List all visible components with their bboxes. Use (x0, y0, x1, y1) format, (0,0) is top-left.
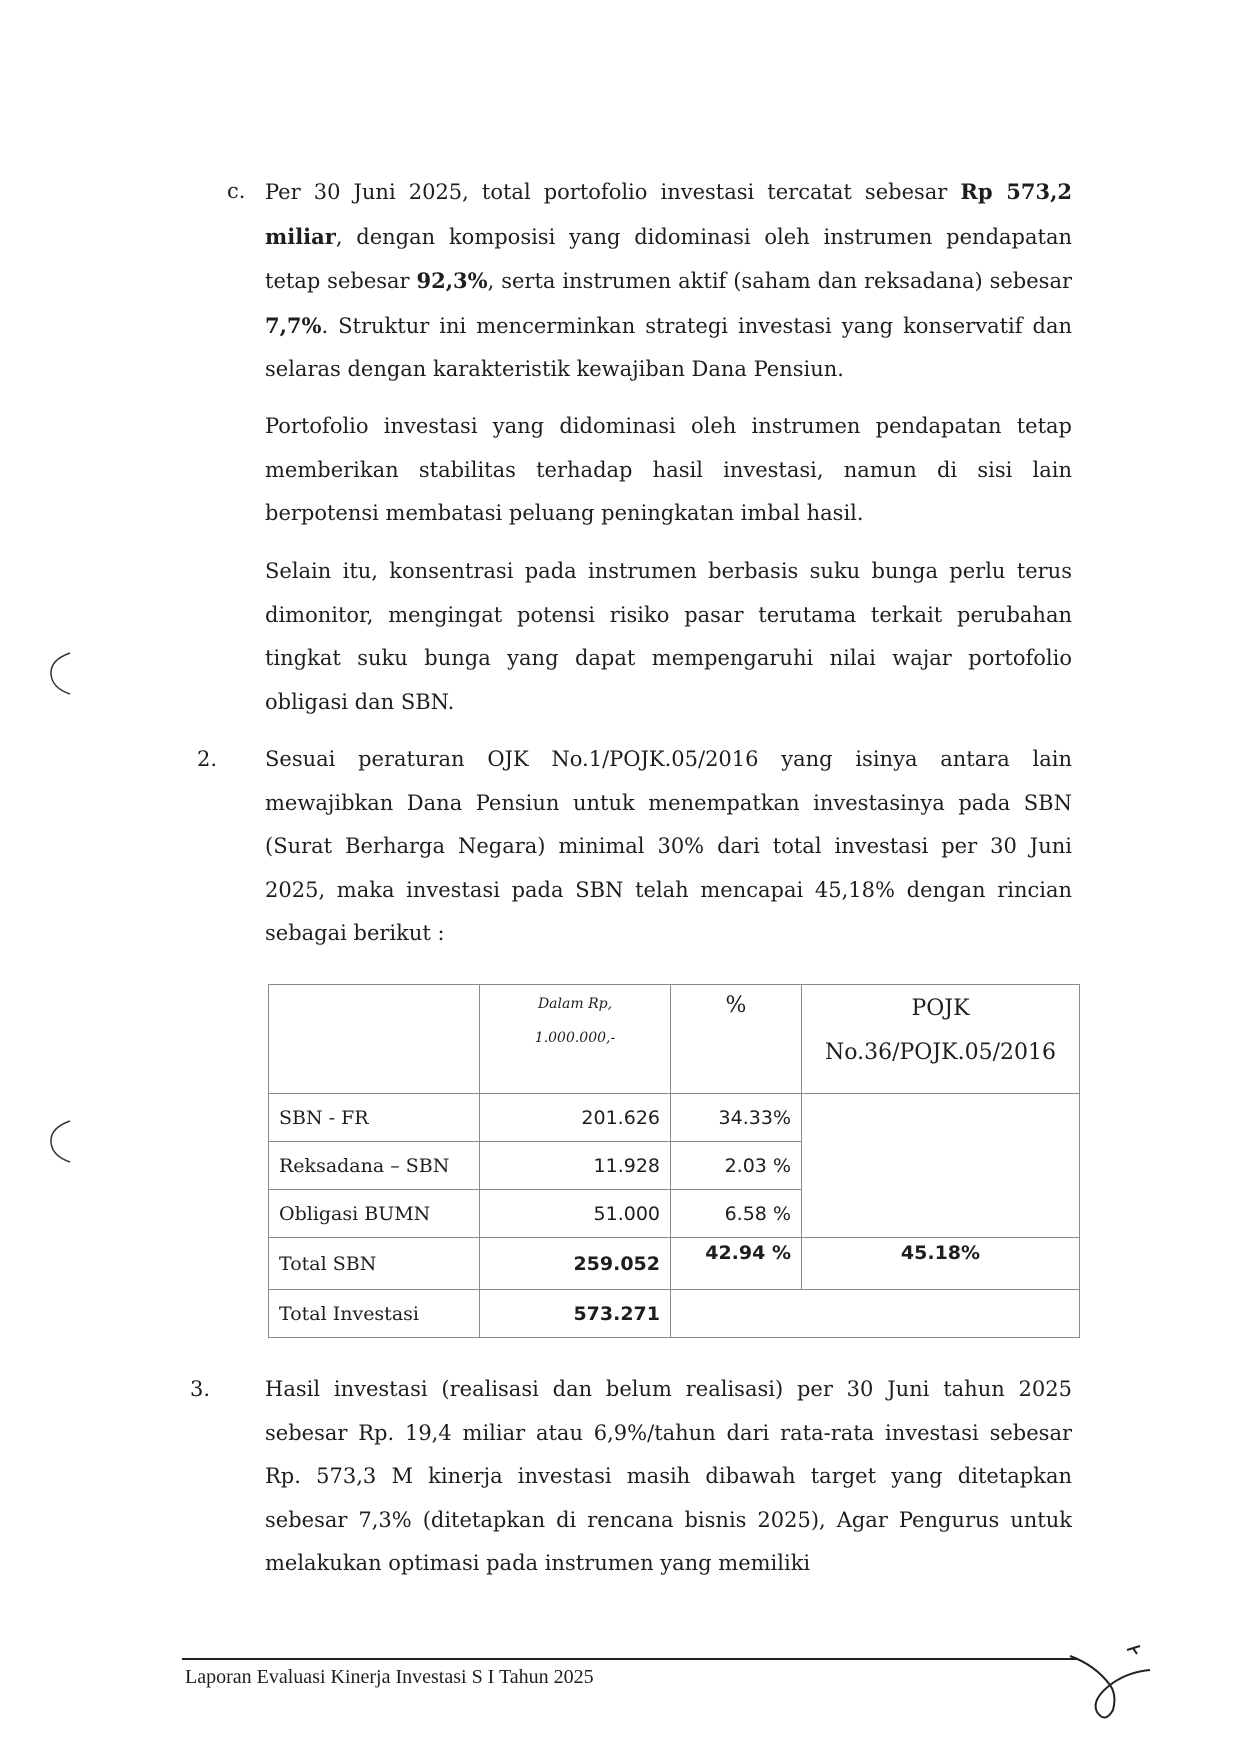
item-c-paragraph-3: Selain itu, konsentrasi pada instrumen berbasis suku bunga perlu terus dimonitor, mengingat potensi risiko pasar terutama terkait perubahan tingkat suku bunga yang dapat mempengaruhi nilai wajar portofolio obligasi dan SBN. (265, 559, 1072, 714)
pojk-merged-empty-cell (802, 1094, 1080, 1238)
header-unit-cell (480, 985, 671, 1094)
row-percent: 34.33% (671, 1094, 802, 1142)
header-unit-line-2: 1.000.000,- (534, 1030, 616, 1046)
table-row (269, 1094, 1080, 1142)
header-empty-cell (269, 985, 480, 1094)
bold-amount: Rp 573,2 miliar (265, 179, 1072, 249)
margin-bracket-mark (44, 650, 74, 696)
row-label: Obligasi BUMN (269, 1190, 480, 1238)
text-segment: , serta instrumen aktif (saham dan reksadana) sebesar (487, 269, 1073, 293)
margin-bracket-mark (44, 1118, 74, 1164)
footer-title: Laporan Evaluasi Kinerja Investasi S I Tahun 2025 (185, 1666, 594, 1688)
table-row-total-sbn (269, 1238, 1080, 1290)
row-label: Total SBN (269, 1238, 480, 1290)
header-pojk-cell (802, 985, 1080, 1094)
table-header-row (269, 985, 1080, 1094)
item-2-paragraph: Sesuai peraturan OJK No.1/POJK.05/2016 yang isinya antara lain mewajibkan Dana Pensiun untuk menempatkan investasinya pada SBN (Surat Berharga Negara) minimal 30% dari total investasi per 30 Juni 2025, maka investasi pada SBN telah mencapai 45,18% dengan rincian sebagai berikut : (265, 747, 1072, 945)
bold-percentage: 92,3% (416, 268, 488, 293)
table-row-total-investasi (269, 1290, 1080, 1338)
sbn-investment-table (268, 984, 1080, 1338)
row-value: 201.626 (480, 1094, 671, 1142)
initials-signature-mark (1065, 1640, 1155, 1730)
total-investasi-empty-cell (671, 1290, 1080, 1338)
item-2-marker: 2. (197, 747, 218, 771)
item-3-marker: 3. (190, 1377, 211, 1401)
row-value: 51.000 (480, 1190, 671, 1238)
row-percent: 2.03 % (671, 1142, 802, 1190)
row-value: 259.052 (480, 1238, 671, 1290)
text-segment: Per 30 Juni 2025, total portofolio investasi tercatat sebesar (265, 180, 961, 204)
row-pojk-percent: 45.18% (802, 1238, 1080, 1290)
row-percent: 42.94 % (671, 1238, 802, 1290)
item-c-paragraph-1 (265, 170, 1072, 392)
header-pojk-line-2: No.36/POJK.05/2016 (825, 1040, 1056, 1065)
bold-percentage: 7,7% (265, 312, 322, 338)
text-segment: , dengan komposisi yang didominasi oleh instrumen pendapatan tetap sebesar (265, 224, 1072, 293)
item-c-marker: c. (227, 179, 246, 203)
row-value: 573.271 (480, 1290, 671, 1338)
item-3-paragraph: Hasil investasi (realisasi dan belum realisasi) per 30 Juni tahun 2025 sebesar Rp. 19,4 miliar atau 6,9%/tahun dari rata-rata investasi sebesar Rp. 573,3 M kinerja investasi masih dibawah target yang ditetapkan sebesar 7,3% (ditetapkan di rencana bisnis 2025), Agar Pengurus untuk melakukan optimasi pada instrumen yang memiliki (265, 1377, 1072, 1575)
header-percent-cell (671, 985, 802, 1094)
row-percent: 6.58 % (671, 1190, 802, 1238)
footer-rule (182, 1658, 1077, 1660)
item-c-paragraph-2: Portofolio investasi yang didominasi oleh instrumen pendapatan tetap memberikan stabilitas terhadap hasil investasi, namun di sisi lain berpotensi membatasi peluang peningkatan imbal hasil. (265, 414, 1072, 525)
text-segment: . Struktur ini mencerminkan strategi investasi yang konservatif dan selaras dengan karakteristik kewajiban Dana Pensiun. (265, 313, 1072, 381)
row-label: Reksadana – SBN (269, 1142, 480, 1190)
header-percent-label: % (725, 993, 747, 1018)
row-label: SBN - FR (269, 1094, 480, 1142)
header-unit-line-1: Dalam Rp, (537, 996, 613, 1012)
row-value: 11.928 (480, 1142, 671, 1190)
row-label: Total Investasi (269, 1290, 480, 1338)
header-pojk-line-1: POJK (911, 996, 970, 1021)
